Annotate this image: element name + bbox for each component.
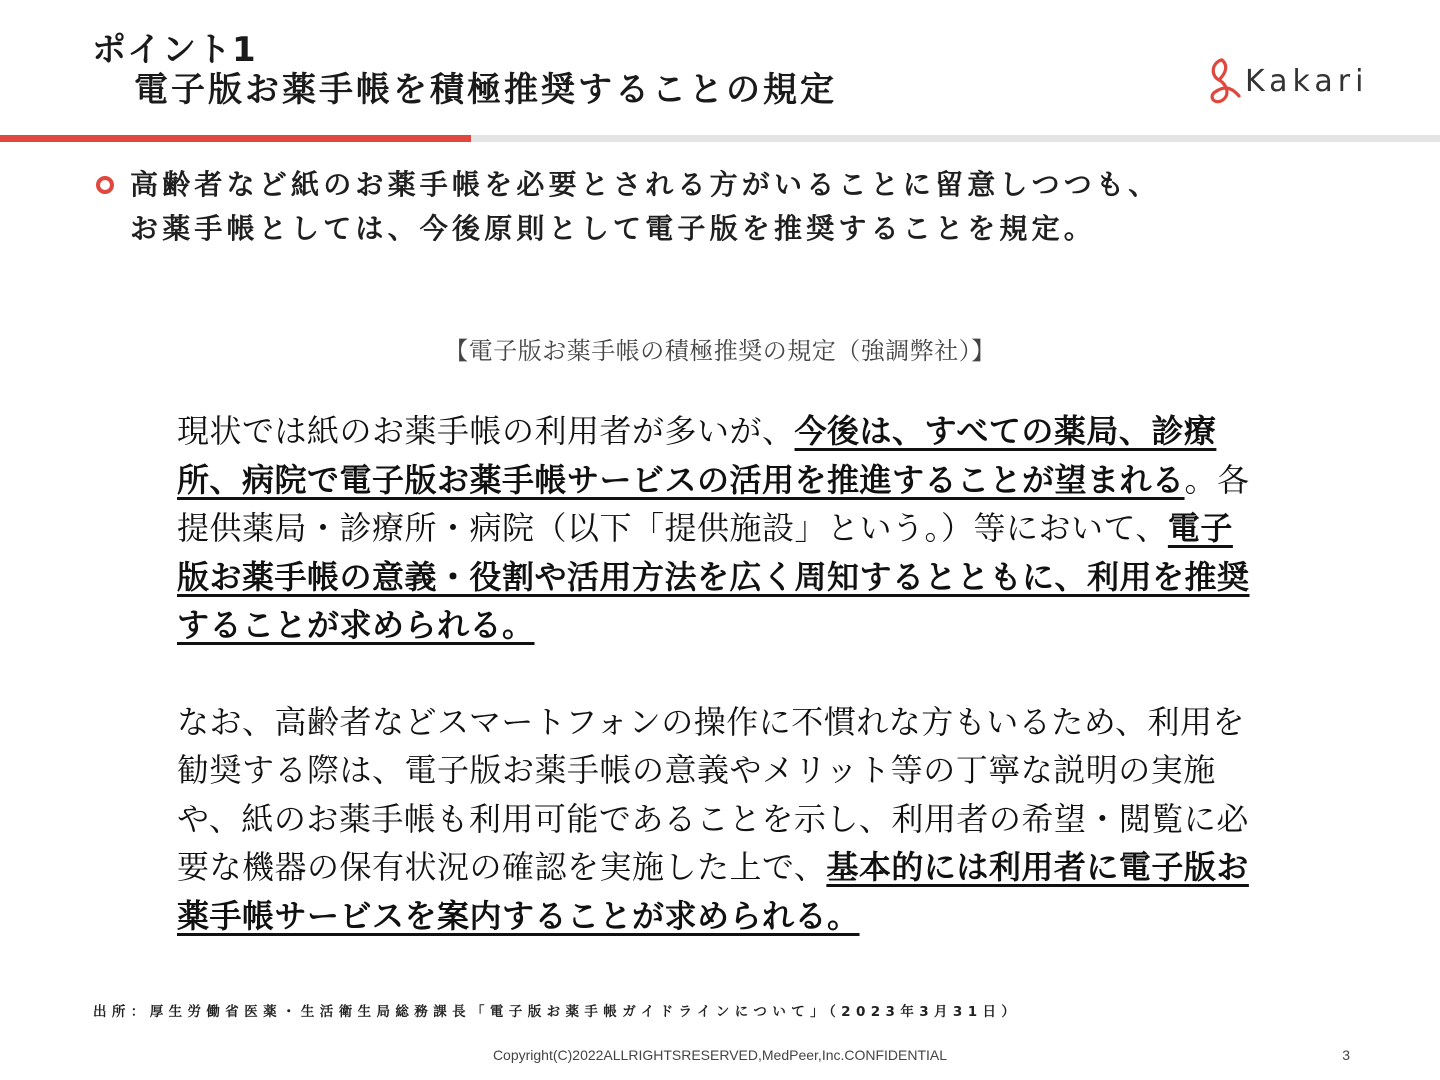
quote-paragraph-1 [177,407,1262,650]
quote-paragraph-2 [177,698,1262,941]
quote-segment: 現状では紙のお薬手帳の利用者が多いが、 [177,412,795,450]
title-line-2: 電子版お薬手帳を積極推奨することの規定 [134,70,837,110]
quoted-guideline [177,407,1262,940]
quote-emphasis: 今後は、すべての薬局、診療所、病院で電子版お薬手帳サービスの活用を推進することが望まれる [177,412,1217,499]
page-title [92,30,1172,110]
lead-line-1: 高齢者など紙のお薬手帳を必要とされる方がいることに留意しつつも、 [130,168,1161,201]
page-number: 3 [1342,1047,1350,1063]
lead-statement [130,163,1390,251]
logo-wordmark: Kakari [1245,64,1369,99]
title-line-1: ポイント1 [92,30,257,70]
copyright-footer: Copyright(C)2022ALLRIGHTSRESERVED,MedPeer,Inc.CONFIDENTIAL [492,1047,948,1063]
quote-emphasis: 電子版お薬手帳の意義・役割や活用方法を広く周知するとともに、利用を推奨することが求められる。 [177,509,1250,644]
quote-caption: 【電子版お薬手帳の積極推奨の規定（強調弊社）】 [444,337,996,365]
bullet-ring-icon [96,176,114,194]
quote-segment: なお、高齢者などスマートフォンの操作に不慣れな方もいるため、利用を勧奨する際は、電子版お薬手帳の意義やメリット等の丁寧な説明の実施や、紙のお薬手帳も利用可能であることを示し、利用者の希望・閲覧に必要な機器の保有状況の確認を実施した上で、 [177,702,1249,886]
lead-line-2: お薬手帳としては、今後原則として電子版を推奨することを規定。 [130,212,1097,245]
quote-emphasis: 基本的には利用者に電子版お薬手帳サービスを案内することが求められる。 [177,848,1249,935]
header-divider-accent [0,135,471,142]
kakari-logo [1205,56,1375,106]
kakari-logo-mark-icon [1205,56,1245,106]
source-citation: 出所：厚生労働省医薬・生活衛生局総務課長「電子版お薬手帳ガイドラインについて」（2023年3月31日） [93,1004,1021,1020]
quote-segment: 。各提供薬局・診療所・病院（以下「提供施設」という。）等において、 [177,460,1250,547]
